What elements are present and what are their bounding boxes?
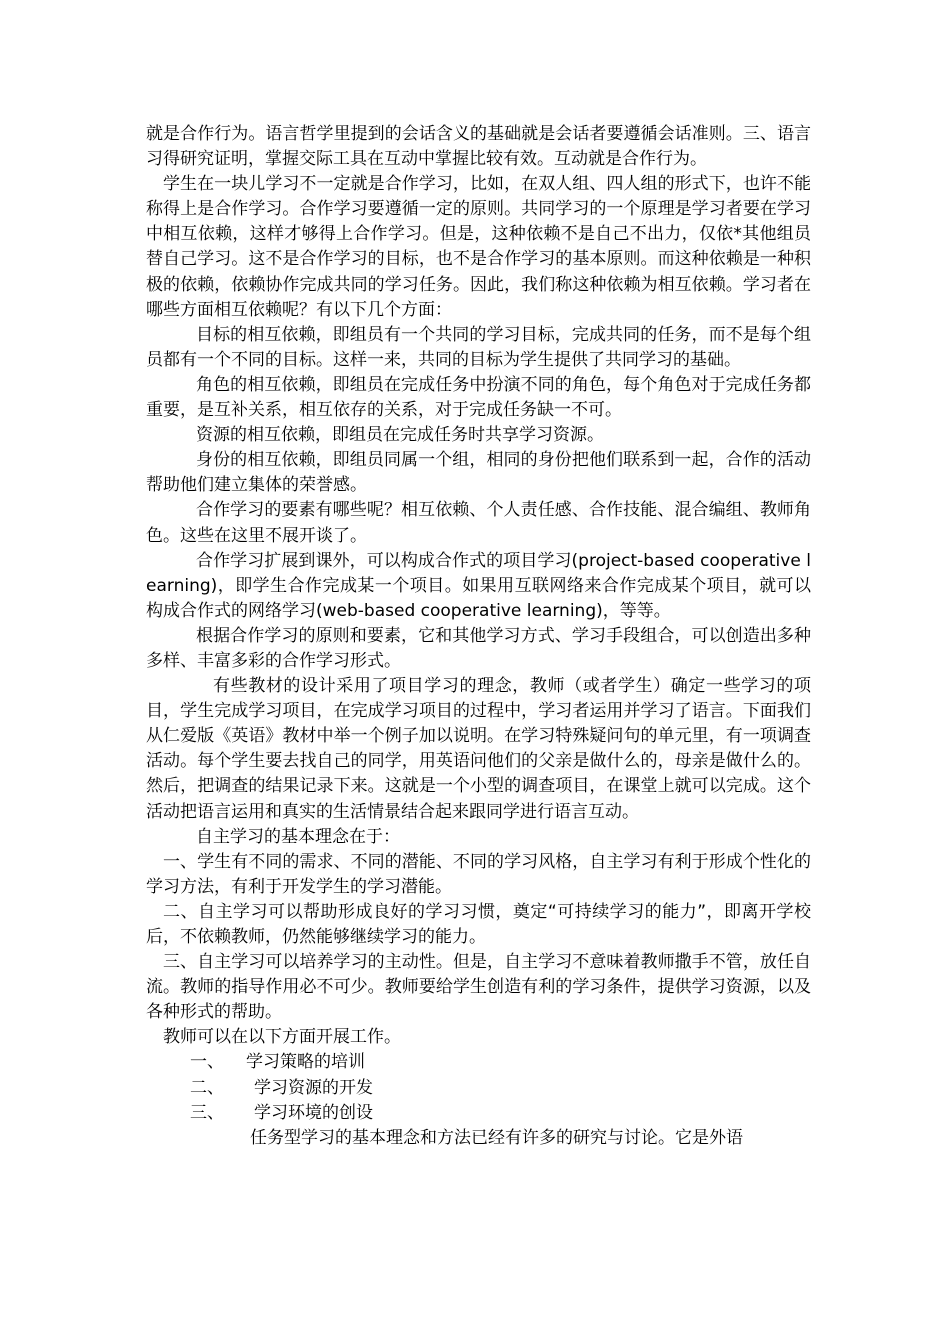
- closing-paragraph: 任务型学习的基本理念和方法已经有许多的研究与讨论。它是外语: [250, 1127, 743, 1148]
- paragraph-5: 资源的相互依赖，即组员在完成任务时共享学习资源。: [196, 425, 604, 446]
- list-item-number: 一、: [190, 1052, 224, 1073]
- list-item-2: [146, 1076, 811, 1101]
- paragraph-11: 自主学习的基本理念在于：: [196, 826, 400, 847]
- list-item-1: [146, 1050, 811, 1075]
- paragraph-13: 二、自主学习可以帮助形成良好的学习习惯，奠定“可持续学习的能力”，即离开学校后，不依赖教师，仍然能够继续学习的能力。: [146, 901, 811, 947]
- paragraph-6: 身份的相互依赖，即组员同属一个组，相同的身份把他们联系到一起，合作的活动帮助他们建立集体的荣誉感。: [146, 450, 811, 496]
- paragraph-9: 根据合作学习的原则和要素，它和其他学习方式、学习手段组合，可以创造出多种多样、丰富多彩的合作学习形式。: [146, 625, 811, 671]
- paragraph-2: 学生在一块儿学习不一定就是合作学习，比如，在双人组、四人组的形式下，也许不能称得上是合作学习。合作学习要遵循一定的原则。共同学习的一个原理是学习者要在学习中相互依赖，这样才够得上合作学习。但是，这种依赖不是自己不出力，仅依*其他组员替自己学习。这不是合作学习的目标，也不是合作学习的基本原则。而这种依赖是一种积极的依赖，依赖协作完成共同的学习任务。因此，我们称这种依赖为相互依赖。学习者在哪些方面相互依赖呢？有以下几个方面：: [146, 174, 811, 320]
- paragraph-15: 教师可以在以下方面开展工作。: [163, 1027, 401, 1048]
- paragraph-8: 合作学习扩展到课外，可以构成合作式的项目学习(project-based cooperative learning)，即学生合作完成某一个项目。如果用互联网络来合作完成某个项目，就可以构成合作式的网络学习(web-based cooperative learning)，等等。: [146, 550, 811, 621]
- list-item-text: 学习环境的创设: [254, 1102, 373, 1123]
- paragraph-1: 就是合作行为。语言哲学里提到的会话含义的基础就是会话者要遵循会话准则。三、语言习得研究证明，掌握交际工具在互动中掌握比较有效。互动就是合作行为。: [146, 124, 811, 170]
- paragraph-3: 目标的相互依赖，即组员有一个共同的学习目标，完成共同的任务，而不是每个组员都有一个不同的目标。这样一来，共同的目标为学生提供了共同学习的基础。: [146, 324, 811, 370]
- paragraph-7: 合作学习的要素有哪些呢？相互依赖、个人责任感、合作技能、混合编组、教师角色。这些在这里不展开谈了。: [146, 500, 811, 546]
- list-item-3: [146, 1101, 811, 1126]
- document-body: [146, 122, 811, 1151]
- list-item-text: 学习资源的开发: [254, 1077, 373, 1098]
- paragraph-4: 角色的相互依赖，即组员在完成任务中扮演不同的角色，每个角色对于完成任务都重要，是互补关系，相互依存的关系，对于完成任务缺一不可。: [146, 374, 811, 421]
- paragraph-12: 一、学生有不同的需求、不同的潜能、不同的学习风格，自主学习有利于形成个性化的学习方法，有利于开发学生的学习潜能。: [146, 851, 811, 897]
- list-item-number: 三、: [190, 1102, 224, 1123]
- paragraph-14: 三、自主学习可以培养学习的主动性。但是，自主学习不意味着教师撒手不管，放任自流。教师的指导作用必不可少。教师要给学生创造有利的学习条件，提供学习资源，以及各种形式的帮助。: [146, 952, 811, 1023]
- paragraph-10: 有些教材的设计采用了项目学习的理念，教师（或者学生）确定一些学习的项目，学生完成学习项目，在完成学习项目的过程中，学习者运用并学习了语言。下面我们从仁爱版《英语》教材中举一个例子加以说明。在学习特殊疑问句的单元里，有一项调查活动。每个学生要去找自己的同学，用英语问他们的父亲是做什么的，母亲是做什么的。然后，把调查的结果记录下来。这就是一个小型的调查项目，在课堂上就可以完成。这个活动把语言运用和真实的生活情景结合起来跟同学进行语言互动。: [146, 676, 811, 822]
- list-item-text: 学习策略的培训: [246, 1052, 365, 1073]
- list-item-number: 二、: [190, 1077, 224, 1098]
